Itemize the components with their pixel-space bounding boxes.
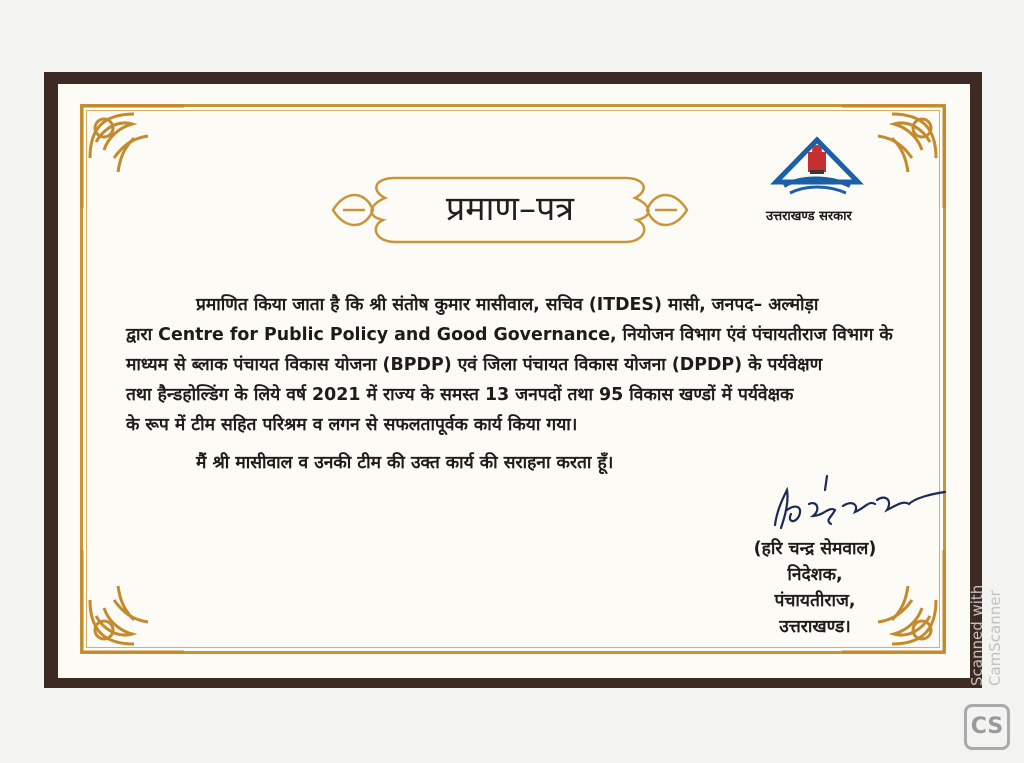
camscanner-logo-icon: CS [964, 704, 1010, 750]
watermark-text-camscanner: CamScanner [986, 590, 1004, 686]
certificate-title: प्रमाण–पत्र [445, 189, 575, 229]
corner-ornament-top-left [74, 98, 194, 218]
uttarakhand-govt-emblem-icon [770, 130, 865, 200]
title-cartouche [325, 170, 695, 250]
corner-ornament-bottom-left [74, 540, 194, 660]
certificate-body-paragraph [126, 290, 926, 440]
body-line-2: द्वारा Centre for Public Policy and Good Governance, नियोजन विभाग एंवं पंचायतीराज विभाग के [126, 325, 893, 345]
handwritten-signature [765, 470, 955, 540]
appreciation-line: मैं श्री मासीवाल व उनकी टीम की उक्त कार्य की सराहना करता हूँ। [196, 453, 614, 473]
government-label: उत्तराखण्ड सरकार [766, 209, 852, 224]
signatory-state: उत्तराखण्ड। [779, 617, 851, 637]
watermark-text-scanned: Scanned with [968, 584, 986, 686]
signatory-designation: निदेशक, [787, 565, 843, 585]
signatory-name: (हरि चन्द्र सेमवाल) [753, 539, 877, 559]
signatory-block [720, 536, 910, 640]
body-line-1: प्रमाणित किया जाता है कि श्री संतोष कुमार मासीवाल, सचिव (ITDES) मासी, जनपद– अल्मोड़ा [196, 295, 819, 315]
camscanner-watermark [958, 568, 1018, 698]
signatory-department: पंचायतीराज, [774, 591, 856, 611]
body-line-5: के रूप में टीम सहित परिश्रम व लगन से सफलतापूर्वक कार्य किया गया। [126, 415, 578, 435]
body-line-4: तथा हैन्डहोल्डिंग के लिये वर्ष 2021 में राज्य के समस्त 13 जनपदों तथा 95 विकास खण्डों में पर्यवेक्षक [126, 385, 794, 405]
body-line-3: माध्यम से ब्लाक पंचायत विकास योजना (BPDP) एवं जिला पंचायत विकास योजना (DPDP) के पर्यवेक्षण [126, 355, 823, 375]
